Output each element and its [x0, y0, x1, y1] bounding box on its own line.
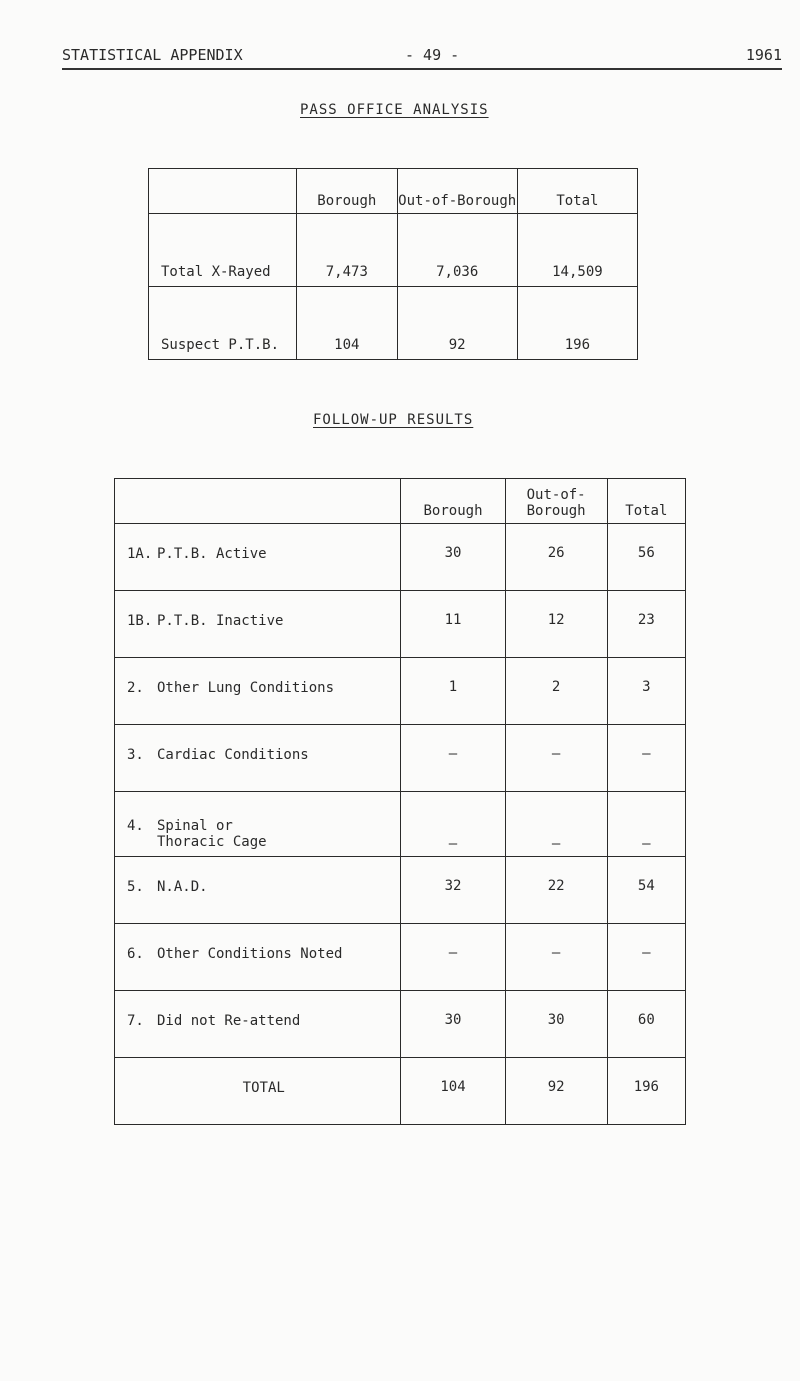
row-label	[115, 857, 401, 924]
column-header	[149, 169, 297, 214]
cell-borough: —	[401, 924, 505, 991]
table-row	[149, 214, 638, 287]
column-header: Borough	[401, 479, 505, 524]
column-header: Borough	[297, 169, 398, 214]
cell-out-of-borough: 92	[397, 287, 517, 360]
cell-borough: 1	[401, 658, 505, 725]
table-row	[115, 524, 686, 591]
cell-out-of-borough: —	[505, 924, 607, 991]
row-label-text: P.T.B. Active	[157, 546, 267, 562]
row-number: 7.	[127, 1013, 144, 1029]
cell-total: 196	[607, 1058, 685, 1125]
row-number: 2.	[127, 680, 144, 696]
cell-total: 14,509	[517, 214, 637, 287]
cell-total: 60	[607, 991, 685, 1058]
cell-borough: 7,473	[297, 214, 398, 287]
row-label-text: Spinal or Thoracic Cage	[157, 818, 267, 850]
row-label	[115, 725, 401, 792]
cell-out-of-borough: 22	[505, 857, 607, 924]
cell-out-of-borough: —	[505, 792, 607, 857]
row-number: 4.	[127, 818, 144, 834]
row-number: 5.	[127, 879, 144, 895]
row-label	[115, 591, 401, 658]
table-row	[115, 991, 686, 1058]
table-row	[115, 924, 686, 991]
table-row	[115, 792, 686, 857]
appendix-title: STATISTICAL APPENDIX	[62, 46, 243, 64]
total-label: TOTAL	[115, 1058, 401, 1125]
row-number: 1A.	[127, 546, 153, 562]
row-label: Suspect P.T.B.	[149, 287, 297, 360]
column-header	[115, 479, 401, 524]
table-row	[115, 658, 686, 725]
page-number: - 49 -	[405, 46, 460, 64]
cell-borough: 11	[401, 591, 505, 658]
row-label	[115, 658, 401, 725]
row-label: Total X-Rayed	[149, 214, 297, 287]
table-header-row	[149, 169, 638, 214]
column-header: Total	[607, 479, 685, 524]
row-label	[115, 924, 401, 991]
pass-office-title: PASS OFFICE ANALYSIS	[300, 102, 489, 118]
row-label-text: Other Lung Conditions	[157, 680, 335, 696]
cell-total: 3	[607, 658, 685, 725]
follow-up-table	[114, 478, 686, 1125]
column-header: Out-of-Borough	[505, 479, 607, 524]
year: 1961	[745, 46, 782, 64]
cell-out-of-borough: 30	[505, 991, 607, 1058]
column-header: Out-of-Borough	[397, 169, 517, 214]
pass-office-table	[148, 168, 638, 360]
cell-total: 56	[607, 524, 685, 591]
cell-borough: —	[401, 792, 505, 857]
cell-total: 23	[607, 591, 685, 658]
cell-total: 196	[517, 287, 637, 360]
cell-out-of-borough: 26	[505, 524, 607, 591]
row-label	[115, 524, 401, 591]
cell-out-of-borough: 92	[505, 1058, 607, 1125]
row-label-text: Did not Re-attend	[157, 1013, 301, 1029]
table-row	[115, 725, 686, 792]
cell-out-of-borough: 7,036	[397, 214, 517, 287]
cell-out-of-borough: —	[505, 725, 607, 792]
row-number: 3.	[127, 747, 144, 763]
cell-out-of-borough: 2	[505, 658, 607, 725]
cell-out-of-borough: 12	[505, 591, 607, 658]
table-row	[149, 287, 638, 360]
row-number: 6.	[127, 946, 144, 962]
column-header: Total	[517, 169, 637, 214]
row-label-text: N.A.D.	[157, 879, 208, 895]
row-label	[115, 792, 401, 857]
cell-borough: 30	[401, 991, 505, 1058]
cell-total: —	[607, 725, 685, 792]
table-header-row	[115, 479, 686, 524]
cell-borough: 104	[297, 287, 398, 360]
row-label	[115, 991, 401, 1058]
cell-total: —	[607, 792, 685, 857]
table-row	[115, 857, 686, 924]
cell-borough: —	[401, 725, 505, 792]
cell-total: —	[607, 924, 685, 991]
cell-borough: 30	[401, 524, 505, 591]
row-label-text: Other Conditions Noted	[157, 946, 343, 962]
total-row	[115, 1058, 686, 1125]
row-label-text: P.T.B. Inactive	[157, 613, 284, 629]
cell-borough: 104	[401, 1058, 505, 1125]
table-row	[115, 591, 686, 658]
cell-total: 54	[607, 857, 685, 924]
row-label-text: Cardiac Conditions	[157, 747, 309, 763]
page-header	[62, 44, 782, 70]
follow-up-title: FOLLOW-UP RESULTS	[313, 412, 474, 428]
row-number: 1B.	[127, 613, 153, 629]
cell-borough: 32	[401, 857, 505, 924]
